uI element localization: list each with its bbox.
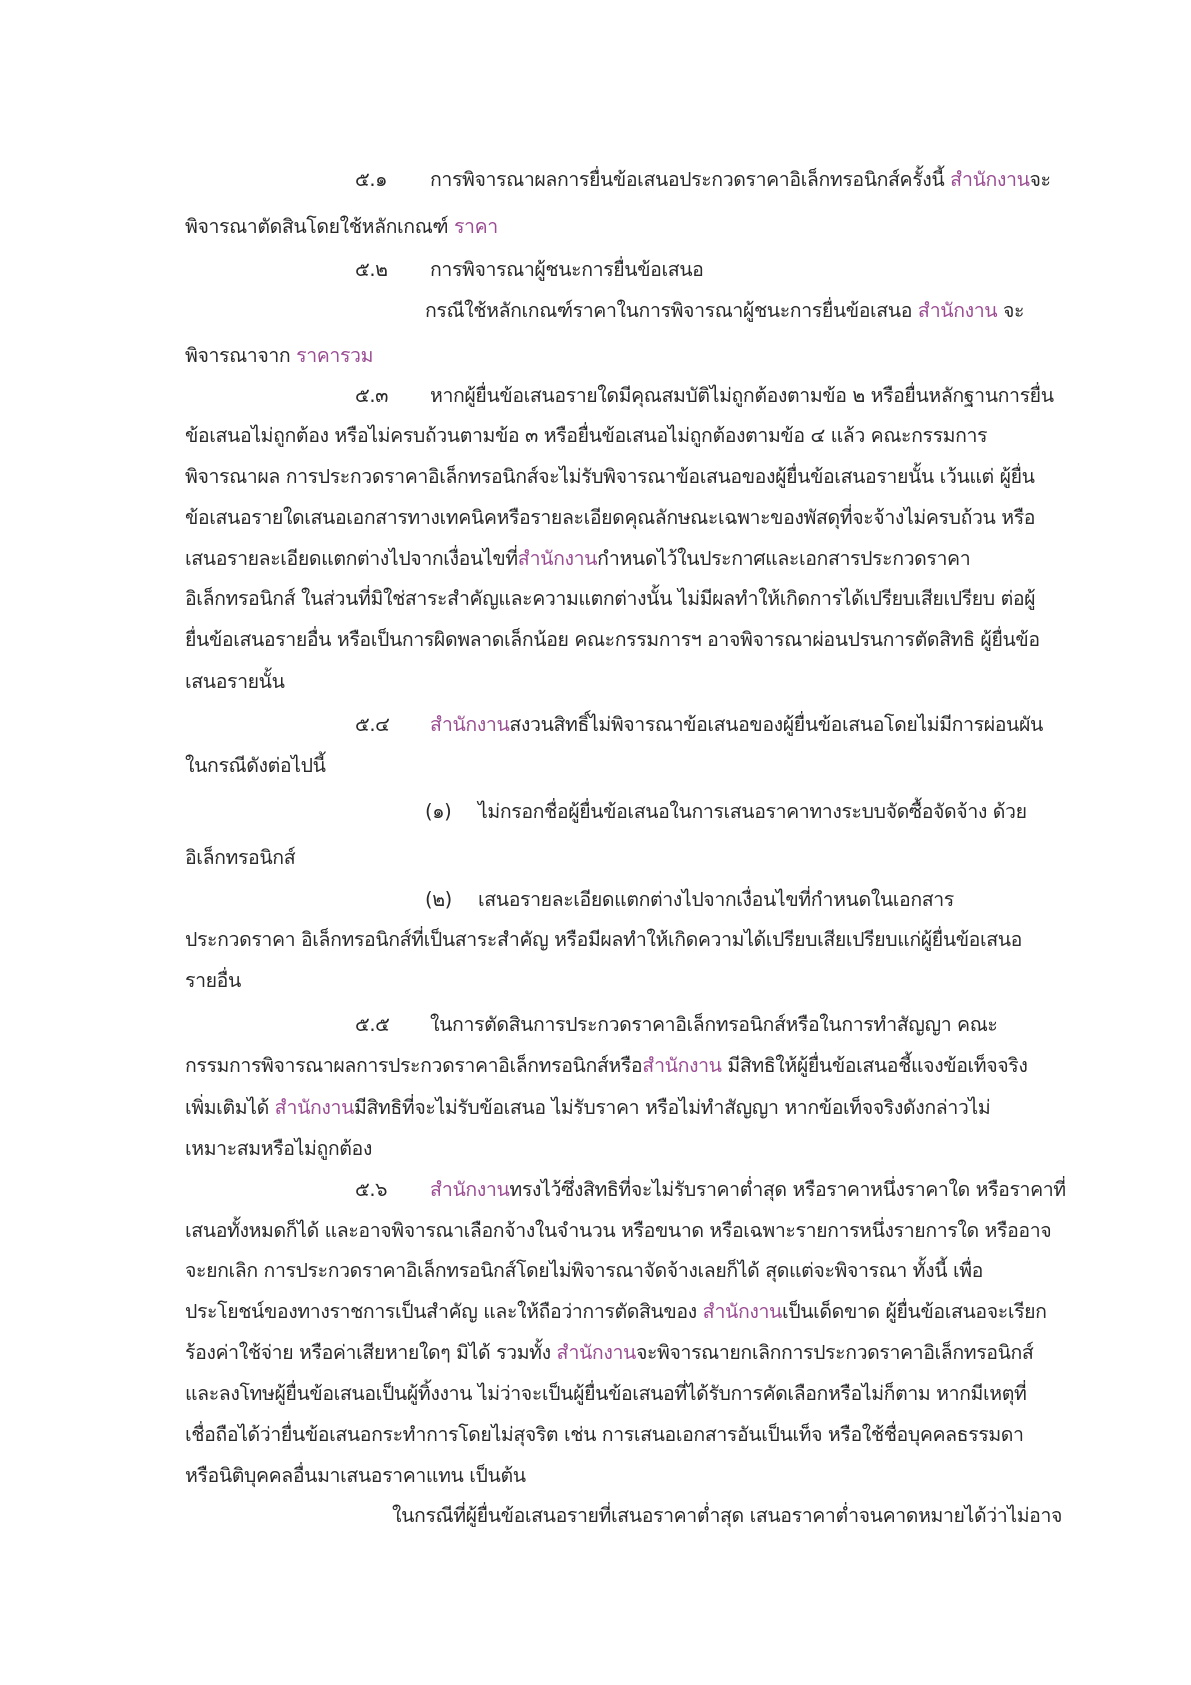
text-span: พิจารณาจาก	[185, 344, 297, 367]
clause-5-3-line-5	[185, 544, 970, 574]
text-span: กำหนดไว้ในประกาศและเอกสารประกวดราคา	[597, 547, 971, 570]
clause-5-3-line-2: ข้อเสนอไม่ถูกต้อง หรือไม่ครบถ้วนตามข้อ ๓ หรือยื่นข้อเสนอไม่ถูกต้องตามข้อ ๔ แล้ว คณะกรรมการ	[185, 424, 988, 447]
clause-5-1-line-2	[185, 212, 498, 242]
office-highlight: สำนักงาน	[950, 168, 1030, 191]
clause-5-4-sub-1-line-1: ไม่กรอกชื่อผู้ยื่นข้อเสนอในการเสนอราคาทางระบบจัดซื้อจัดจ้าง ด้วย	[478, 800, 1027, 823]
clause-5-4-sub-1-number: (๑)	[425, 800, 452, 823]
clause-5-6-line-7: เชื่อถือได้ว่ายื่นข้อเสนอกระทำการโดยไม่สุจริต เช่น การเสนอเอกสารอันเป็นเท็จ หรือใช้ชื่อบุคคลธรรมดา	[185, 1423, 1024, 1446]
clause-5-4-line-1	[430, 710, 1043, 740]
clause-5-3-line-8: เสนอรายนั้น	[185, 670, 285, 693]
clause-5-6-line-4	[185, 1297, 1047, 1327]
clause-5-6-line-6: และลงโทษผู้ยื่นข้อเสนอเป็นผู้ทิ้งงาน ไม่ว่าจะเป็นผู้ยื่นข้อเสนอที่ได้รับการคัดเลือกหรือไม่ก็ตาม หากมีเหตุที่	[185, 1382, 1027, 1405]
total-price-highlight: ราคารวม	[296, 344, 374, 367]
clause-5-3-line-6: อิเล็กทรอนิกส์ ในส่วนที่มิใช่สาระสำคัญและความแตกต่างนั้น ไม่มีผลทำให้เกิดการได้เปรียบเสียเปรียบ ต่อผู้	[185, 587, 1036, 610]
text-span: เสนอรายละเอียดแตกต่างไปจากเงื่อนไขที่	[185, 547, 518, 570]
office-highlight: สำนักงาน	[274, 1096, 355, 1119]
clause-5-6-number: ๕.๖	[355, 1178, 388, 1201]
clause-5-6-line-2: เสนอทั้งหมดก็ได้ และอาจพิจารณาเลือกจ้างในจำนวน หรือขนาด หรือเฉพาะรายการหนึ่งรายการใด หรืออาจ	[185, 1219, 1052, 1242]
clause-5-4-sub-2-line-2: ประกวดราคา อิเล็กทรอนิกส์ที่เป็นสาระสำคัญ หรือมีผลทำให้เกิดความได้เปรียบเสียเปรียบแก่ผู้ยื่นข้อเสนอ	[185, 928, 1022, 951]
text-span: พิจารณาตัดสินโดยใช้หลักเกณฑ์	[185, 215, 454, 238]
text-span: การพิจารณาผลการยื่นข้อเสนอประกวดราคาอิเล็กทรอนิกส์ครั้งนี้	[430, 168, 951, 191]
office-highlight: สำนักงาน	[917, 299, 998, 322]
clause-5-5-line-3	[185, 1093, 990, 1123]
clause-5-1-line-1	[430, 165, 1051, 195]
clause-5-1-number: ๕.๑	[355, 168, 388, 191]
text-span: ทรงไว้ซึ่งสิทธิที่จะไม่รับราคาต่ำสุด หรือราคาหนึ่งราคาใด หรือราคาที่	[509, 1178, 1066, 1201]
text-span: มีสิทธิให้ผู้ยื่นข้อเสนอชี้แจงข้อเท็จจริง	[721, 1054, 1028, 1077]
clause-5-4-sub-2-line-1: เสนอรายละเอียดแตกต่างไปจากเงื่อนไขที่กำหนดในเอกสาร	[478, 888, 954, 911]
text-span: จะ	[997, 299, 1025, 322]
office-highlight: สำนักงาน	[517, 547, 598, 570]
text-span: มีสิทธิที่จะไม่รับข้อเสนอ ไม่รับราคา หรือไม่ทำสัญญา หากข้อเท็จจริงดังกล่าวไม่	[354, 1096, 991, 1119]
clause-5-4-number: ๕.๔	[355, 713, 390, 736]
clause-5-4-sub-2-line-3: รายอื่น	[185, 969, 241, 992]
clause-5-4-sub-2-number: (๒)	[425, 888, 452, 911]
clause-5-3-line-3: พิจารณาผล การประกวดราคาอิเล็กทรอนิกส์จะไม่รับพิจารณาข้อเสนอของผู้ยื่นข้อเสนอรายนั้น เว้นแต่ ผู้ยื่น	[185, 465, 1035, 488]
office-highlight: สำนักงาน	[430, 1178, 510, 1201]
clause-5-3-line-4: ข้อเสนอรายใดเสนอเอกสารทางเทคนิคหรือรายละเอียดคุณลักษณะเฉพาะของพัสดุที่จะจ้างไม่ครบถ้วน หรือ	[185, 506, 1036, 529]
text-span: กรณีใช้หลักเกณฑ์ราคาในการพิจารณาผู้ชนะการยื่นข้อเสนอ	[425, 299, 918, 322]
clause-5-3-line-7: ยื่นข้อเสนอรายอื่น หรือเป็นการผิดพลาดเล็กน้อย คณะกรรมการฯ อาจพิจารณาผ่อนปรนการตัดสิทธิ ผู้ยื่นข้อ	[185, 628, 1040, 651]
text-span: จะ	[1029, 168, 1051, 191]
clause-5-2-heading: การพิจารณาผู้ชนะการยื่นข้อเสนอ	[430, 258, 704, 281]
clause-5-3-line-1: หากผู้ยื่นข้อเสนอรายใดมีคุณสมบัติไม่ถูกต้องตามข้อ ๒ หรือยื่นหลักฐานการยื่น	[430, 384, 1054, 407]
text-span: เพิ่มเติมได้	[185, 1096, 275, 1119]
office-highlight: สำนักงาน	[556, 1341, 636, 1364]
office-highlight: สำนักงาน	[702, 1300, 782, 1323]
text-span: สงวนสิทธิ์ไม่พิจารณาข้อเสนอของผู้ยื่นข้อเสนอโดยไม่มีการผ่อนผัน	[509, 713, 1043, 736]
text-span: กรรมการพิจารณาผลการประกวดราคาอิเล็กทรอนิกส์หรือ	[185, 1054, 643, 1077]
clause-5-6-line-8: หรือนิติบุคคลอื่นมาเสนอราคาแทน เป็นต้น	[185, 1464, 526, 1487]
clause-5-5-line-2	[185, 1051, 1027, 1081]
clause-5-4-sub-1-line-2: อิเล็กทรอนิกส์	[185, 846, 296, 869]
text-span: ประโยชน์ของทางราชการเป็นสำคัญ และให้ถือว่าการตัดสินของ	[185, 1300, 703, 1323]
clause-5-6-line-9: ในกรณีที่ผู้ยื่นข้อเสนอรายที่เสนอราคาต่ำสุด เสนอราคาต่ำจนคาดหมายได้ว่าไม่อาจ	[392, 1504, 1063, 1527]
clause-5-6-line-1	[430, 1175, 1066, 1205]
clause-5-5-number: ๕.๕	[355, 1013, 390, 1036]
text-span: เป็นเด็ดขาด ผู้ยื่นข้อเสนอจะเรียก	[781, 1300, 1047, 1323]
clause-5-6-line-5	[185, 1338, 1033, 1368]
text-span: ร้องค่าใช้จ่าย หรือค่าเสียหายใดๆ มิได้ รวมทั้ง	[185, 1341, 557, 1364]
clause-5-2-line-2	[425, 296, 1024, 326]
clause-5-5-line-4: เหมาะสมหรือไม่ถูกต้อง	[185, 1137, 372, 1160]
clause-5-5-line-1: ในการตัดสินการประกวดราคาอิเล็กทรอนิกส์หรือในการทำสัญญา คณะ	[430, 1013, 998, 1036]
office-highlight: สำนักงาน	[430, 713, 510, 736]
clause-5-2-number: ๕.๒	[355, 258, 388, 281]
clause-5-3-number: ๕.๓	[355, 384, 389, 407]
criteria-highlight: ราคา	[453, 215, 498, 238]
clause-5-6-line-3: จะยกเลิก การประกวดราคาอิเล็กทรอนิกส์โดยไม่พิจารณาจัดจ้างเลยก็ได้ สุดแต่จะพิจารณา ทั้งนี้ เพื่อ	[185, 1259, 983, 1282]
text-span: จะพิจารณายกเลิกการประกวดราคาอิเล็กทรอนิกส์	[635, 1341, 1034, 1364]
office-highlight: สำนักงาน	[642, 1054, 722, 1077]
clause-5-2-line-3	[185, 341, 373, 371]
clause-5-4-line-2: ในกรณีดังต่อไปนี้	[185, 754, 326, 777]
